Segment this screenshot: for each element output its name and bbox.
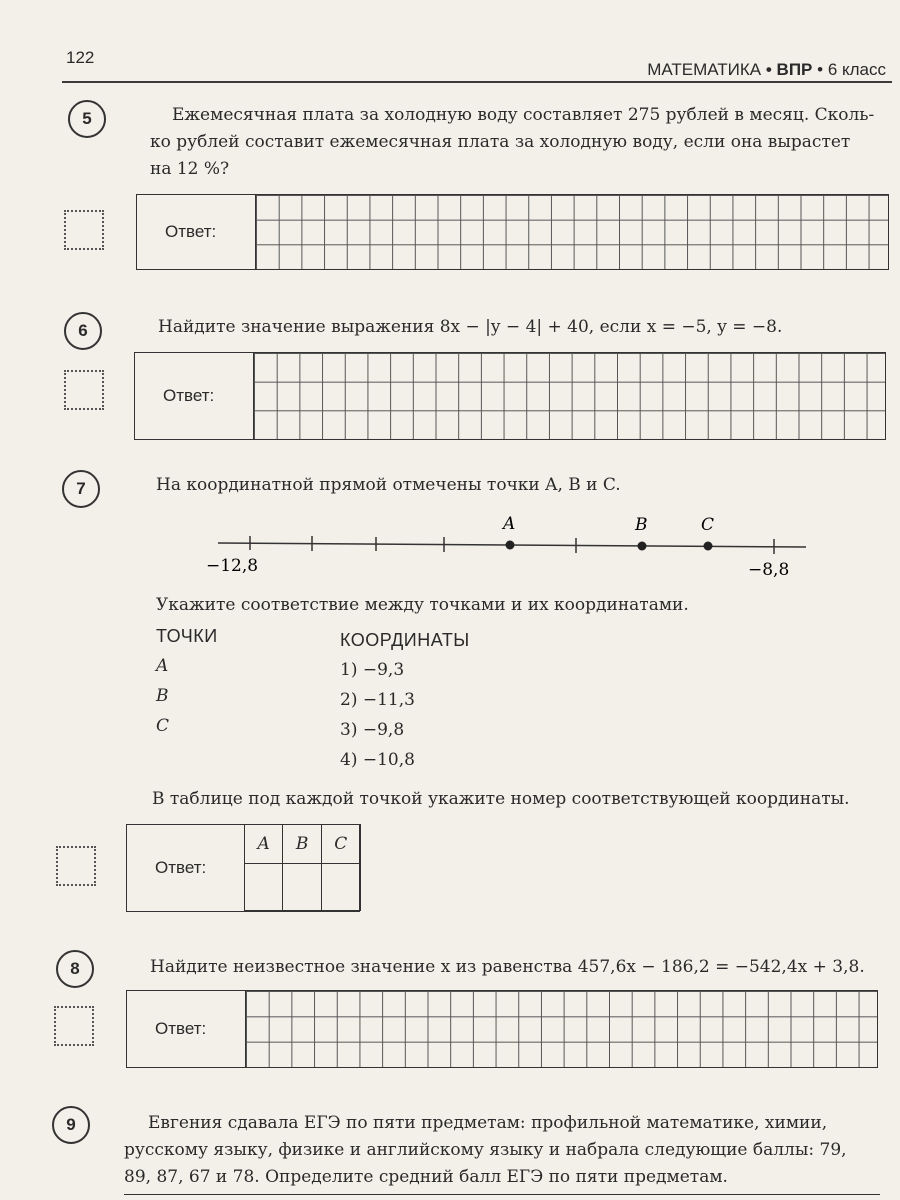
score-box-6[interactable] [64,370,104,410]
abc-answer-table [244,824,361,912]
point-c-label: C [701,515,715,535]
header-exam: ВПР [776,60,813,79]
coord-option: 4) −10,8 [340,750,415,770]
answer-field-5[interactable] [136,194,889,270]
score-box-8[interactable] [54,1006,94,1046]
question-5-line: на 12 %? [150,159,230,179]
answer-label: Ответ: [127,991,246,1067]
answer-label: Ответ: [137,195,256,269]
page-number: 122 [66,48,95,67]
header-grade: 6 класс [827,60,886,79]
coords-header: КООРДИНАТЫ [340,630,470,650]
page-header-title [647,60,886,80]
point-item: B [156,686,169,706]
question-number-8: 8 [56,950,94,988]
coordinate-line [200,505,820,585]
question-5-line: Ежемесячная плата за холодную воду составляет 275 рублей в месяц. Сколь- [172,105,875,125]
coord-option: 1) −9,3 [340,660,405,680]
question-7-intro: На координатной прямой отмечены точки A, B и C. [156,475,621,495]
answer-field-9-top-edge [124,1194,880,1195]
answer-cell-a[interactable] [244,863,283,910]
line-left-label: −12,8 [206,556,259,576]
score-box-7[interactable] [56,846,96,886]
question-5-text [150,102,890,183]
question-number-5: 5 [68,100,106,138]
question-6-text: Найдите значение выражения 8x − |y − 4| + 40, если x = −5, y = −8. [158,317,783,337]
header-rule [62,81,892,83]
table-header-b: B [283,824,322,863]
question-9-line: 89, 87, 67 и 78. Определите средний балл ЕГЭ по пяти предметам. [124,1167,728,1187]
question-9-line: Евгения сдавала ЕГЭ по пяти предметам: профильной математике, химии, [148,1113,828,1133]
answer-field-7[interactable] [126,824,360,912]
point-item: A [156,656,169,676]
answer-grid-5[interactable] [256,195,888,269]
question-number-9: 9 [52,1106,90,1144]
answer-grid-6[interactable] [254,353,885,439]
question-9-line: русскому языку, физике и английскому языку и набрала следующие баллы: 79, [124,1140,847,1160]
header-subject: МАТЕМАТИКА [647,60,762,79]
table-header-c: C [321,824,360,863]
question-7-table-prompt: В таблице под каждой точкой укажите номер соответствующей координаты. [152,789,850,809]
coord-option: 2) −11,3 [340,690,415,710]
coord-option: 3) −9,8 [340,720,405,740]
score-box-5[interactable] [64,210,104,250]
answer-label: Ответ: [135,353,254,439]
point-item: C [156,716,170,736]
question-7-match-prompt: Укажите соответствие между точками и их координатами. [156,595,689,615]
question-number-7: 7 [62,470,100,508]
answer-field-6[interactable] [134,352,886,440]
answer-grid-8[interactable] [246,991,877,1067]
point-b-label: B [635,515,648,535]
header-separator: • [765,60,772,79]
point-b-marker [638,542,647,551]
answer-cell-b[interactable] [283,863,322,910]
point-a-marker [506,541,515,550]
answer-label: Ответ: [155,858,207,877]
question-5-line: ко рублей составит ежемесячная плата за холодную воду, если она вырастет [150,132,851,152]
points-header: ТОЧКИ [156,626,218,646]
line-right-label: −8,8 [748,560,790,580]
question-8-text: Найдите неизвестное значение x из равенства 457,6x − 186,2 = −542,4x + 3,8. [150,957,865,977]
table-header-a: A [244,824,283,863]
point-a-label: A [503,514,516,534]
question-9-text [124,1110,884,1191]
answer-field-8[interactable] [126,990,878,1068]
point-c-marker [704,542,713,551]
question-number-6: 6 [64,312,102,350]
header-separator: • [817,60,824,79]
answer-cell-c[interactable] [321,863,360,910]
